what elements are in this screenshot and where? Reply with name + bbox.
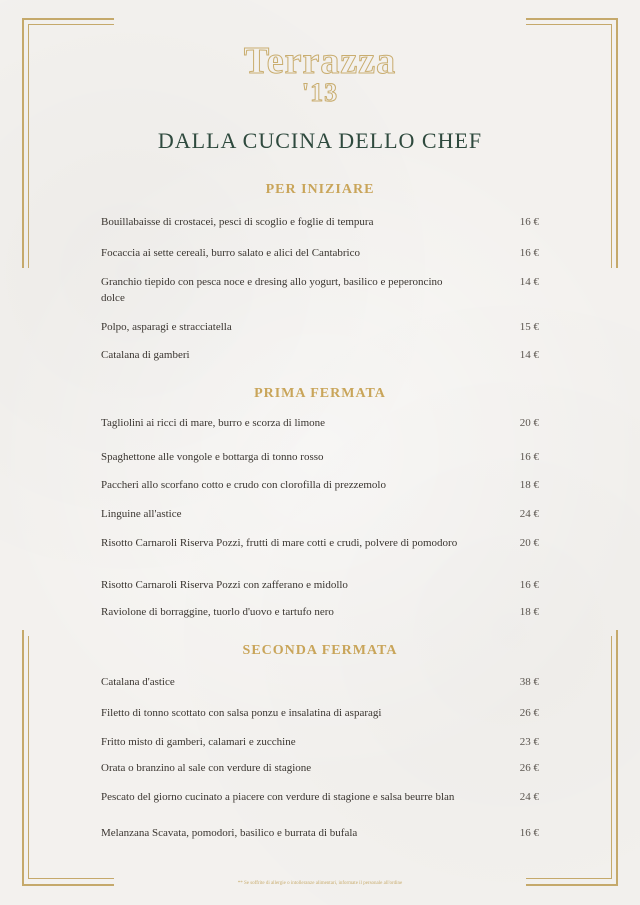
dish-name: Granchio tiepido con pesca noce e dresing allo yogurt, basilico e peperoncino dolce <box>101 276 443 304</box>
dish-name: Orata o branzino al sale con verdure di stagione <box>101 762 312 774</box>
dish-price: 14 € <box>519 349 539 361</box>
frame-bottom-left-v-inner <box>28 636 29 879</box>
dish-name: Pescato del giorno cucinato a piacere con verdure di stagione e salsa beurre blan <box>101 791 455 803</box>
dish-name: Tagliolini ai ricci di mare, burro e scorza di limone <box>101 417 326 429</box>
dish-price: 24 € <box>519 791 539 803</box>
frame-top-right-h-inner <box>526 24 612 25</box>
dish-price: 16 € <box>519 579 539 591</box>
frame-bottom-right-v <box>616 630 618 886</box>
dish-price: 20 € <box>519 537 539 549</box>
dish-name: Risotto Carnaroli Riserva Pozzi con zafferano e midollo <box>101 579 348 591</box>
dish-name: Melanzana Scavata, pomodori, basilico e burrata di bufala <box>101 827 358 839</box>
frame-bottom-left-h-inner <box>28 878 114 879</box>
dish-price: 16 € <box>519 247 539 259</box>
dish-price: 16 € <box>519 216 539 228</box>
dish-name: Raviolone di borraggine, tuorlo d'uovo e tartufo nero <box>101 606 334 618</box>
logo-wordmark: Terrazza <box>243 40 397 82</box>
frame-bottom-right-v-inner <box>611 636 612 879</box>
dish-name: Risotto Carnaroli Riserva Pozzi, frutti di mare cotti e crudi, polvere di pomodoro <box>101 537 458 549</box>
dish-price: 20 € <box>519 417 539 429</box>
dish-price: 26 € <box>519 707 539 719</box>
dish-price: 23 € <box>519 736 539 748</box>
dish-price: 15 € <box>519 321 539 333</box>
section-title-prima-fermata: PRIMA FERMATA <box>254 386 386 401</box>
dish-price: 38 € <box>519 676 539 688</box>
logo-year: '13 <box>301 78 339 107</box>
dish-price: 16 € <box>519 827 539 839</box>
dish-name: Polpo, asparagi e stracciatella <box>101 321 232 333</box>
frame-bottom-left-v <box>22 630 24 886</box>
frame-top-left-h <box>22 18 114 20</box>
dish-price: 24 € <box>519 508 539 520</box>
page-title: DALLA CUCINA DELLO CHEF <box>157 128 483 153</box>
dish-price: 18 € <box>519 479 539 491</box>
frame-bottom-right-h-inner <box>526 878 612 879</box>
dish-name: Paccheri allo scorfano cotto e crudo con clorofilla di prezzemolo <box>101 479 386 491</box>
frame-top-right-h <box>526 18 618 20</box>
dish-name: Linguine all'astice <box>101 508 182 520</box>
dish-name: Focaccia ai sette cereali, burro salato e alici del Cantabrico <box>101 247 360 259</box>
section-title-seconda-fermata: SECONDA FERMATA <box>242 643 398 658</box>
dish-price: 26 € <box>519 762 539 774</box>
allergy-footnote: ** Se soffrite di allergie o intolleranze alimentari, informate il personale all'ordine <box>237 881 403 886</box>
dish-name: Bouillabaisse di crostacei, pesci di scoglio e foglie di tempura <box>101 216 374 228</box>
dish-name: Spaghettone alle vongole e bottarga di tonno rosso <box>101 451 324 463</box>
dish-price: 18 € <box>519 606 539 618</box>
dish-name: Filetto di tonno scottato con salsa ponzu e insalatina di asparagi <box>101 707 382 719</box>
dish-price: 14 € <box>519 276 539 288</box>
dish-name: Catalana di gamberi <box>101 349 190 361</box>
section-title-per-iniziare: PER INIZIARE <box>265 182 375 197</box>
frame-top-left-h-inner <box>28 24 114 25</box>
dish-price: 16 € <box>519 451 539 463</box>
dish-name: Catalana d'astice <box>101 676 175 688</box>
dish-name: Fritto misto di gamberi, calamari e zucchine <box>101 736 296 748</box>
